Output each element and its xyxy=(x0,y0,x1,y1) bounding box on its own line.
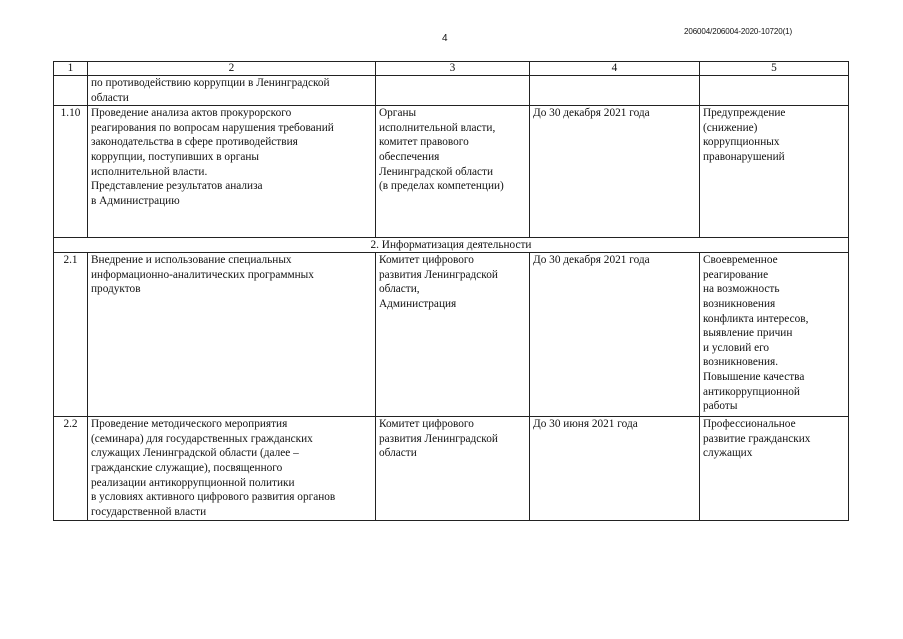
result-cell: Своевременное реагирование на возможность возникновения конфликта интересов, выявление причин и условий его возникновения. Повышение качества антикоррупционной работы xyxy=(700,253,849,417)
column-header-3: 3 xyxy=(376,62,530,76)
column-header-1: 1 xyxy=(54,62,88,76)
executor-cell: Комитет цифрового развития Ленинградской области xyxy=(376,417,530,521)
row-number: 2.2 xyxy=(54,417,88,521)
deadline-cell: До 30 июня 2021 года xyxy=(530,417,700,521)
measure-cell: Проведение методического мероприятия (семинара) для государственных гражданских служащих Ленинградской области (далее – гражданские служащие), посвященного реализации антикоррупционной политики в условиях активного цифрового развития органов государственной власти xyxy=(88,417,376,521)
row-number xyxy=(54,76,88,106)
section-row xyxy=(54,238,849,253)
measure-cell: Внедрение и использование специальных информационно-аналитических программных продуктов xyxy=(88,253,376,417)
page-number: 4 xyxy=(442,33,448,44)
deadline-cell: До 30 декабря 2021 года xyxy=(530,106,700,238)
table-row xyxy=(54,253,849,417)
result-cell: Профессиональное развитие гражданских служащих xyxy=(700,417,849,521)
document-id: 206004/206004-2020-10720(1) xyxy=(684,27,793,36)
measure-cell: Проведение анализа актов прокурорского реагирования по вопросам нарушения требований законодательства в сфере противодействия коррупции, поступивших в органы исполнительной власти. Представление результатов анализа в Администрацию xyxy=(88,106,376,238)
table-row xyxy=(54,417,849,521)
deadline-cell: До 30 декабря 2021 года xyxy=(530,253,700,417)
row-number: 2.1 xyxy=(54,253,88,417)
deadline-cell xyxy=(530,76,700,106)
row-number: 1.10 xyxy=(54,106,88,238)
column-header-2: 2 xyxy=(88,62,376,76)
result-cell xyxy=(700,76,849,106)
column-header-5: 5 xyxy=(700,62,849,76)
table-header-row xyxy=(54,62,849,76)
executor-cell xyxy=(376,76,530,106)
measure-cell: по противодействию коррупции в Ленинградской области xyxy=(88,76,376,106)
column-header-4: 4 xyxy=(530,62,700,76)
executor-cell: Комитет цифрового развития Ленинградской области, Администрация xyxy=(376,253,530,417)
executor-cell: Органы исполнительной власти, комитет правового обеспечения Ленинградской области (в пределах компетенции) xyxy=(376,106,530,238)
section-title: 2. Информатизация деятельности xyxy=(54,238,849,253)
table-row xyxy=(54,106,849,238)
result-cell: Предупреждение (снижение) коррупционных правонарушений xyxy=(700,106,849,238)
table-row xyxy=(54,76,849,106)
measures-table xyxy=(53,61,849,521)
